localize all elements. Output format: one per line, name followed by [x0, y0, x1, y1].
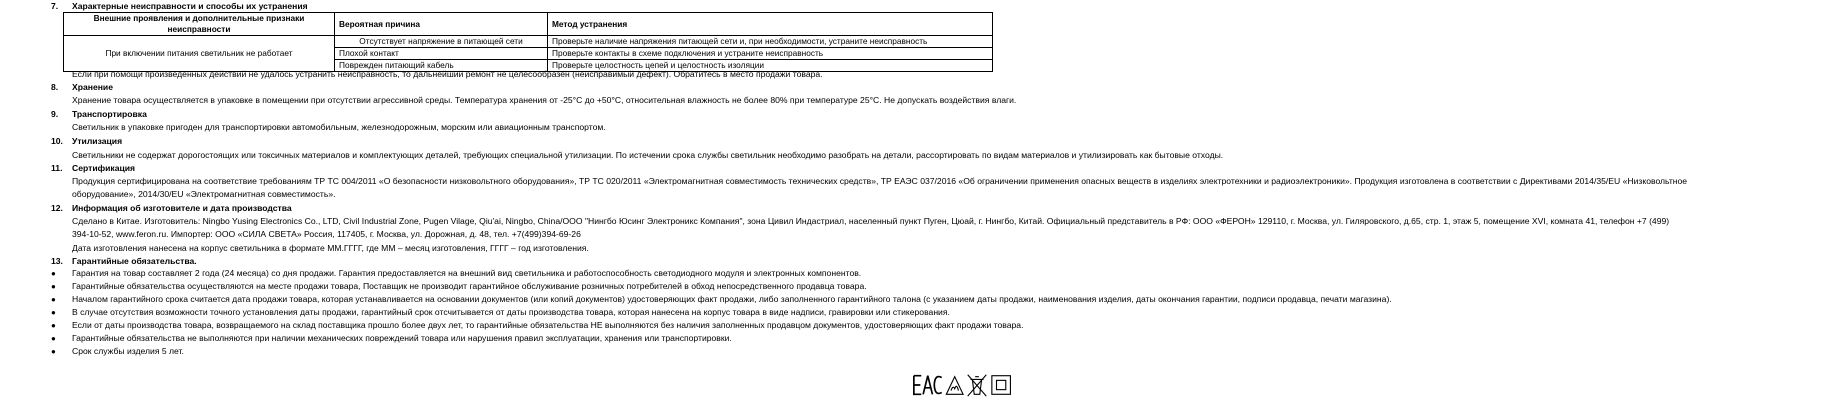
- certification-marks: [908, 372, 1020, 398]
- fix-cell: Проверьте целостность цепей и целостность изоляции: [548, 60, 993, 72]
- cause-cell: Поврежден питающий кабель: [335, 60, 548, 72]
- section-13-title: Гарантийные обязательства.: [72, 256, 197, 266]
- crossed-bin-icon: [968, 375, 987, 396]
- section-10-text: Светильники не содержат дорогостоящих или токсичных материалов и комплектующих деталей, требующих специальной утилизации. По истечении срока службы светильник необходимо разобрать на детали, рассортировать по видам материалов и утилизировать как бытовые отходы.: [72, 150, 1224, 160]
- warranty-item: Гарантийные обязательства не выполняются при наличии механических повреждений товара или нарушения правил эксплуатации, хранения или транспортировки.: [72, 333, 732, 343]
- section-11-line-1: Продукция сертифицирована на соответствие требованиям ТР ТС 004/2011 «О безопасности низковольтного оборудования», ТР ТС 020/2011 «Электромагнитная совместимость технических средств», ТР ЕАЭС 037/2016 «Об ограничении применения опасных веществ в изделиях электротехники и радиоэлектроники». Продукция изготовлена в соответствии с Директивами 2014/35/EU «Низковольтное: [72, 176, 1688, 186]
- section-10-number: 10.: [51, 136, 63, 146]
- section-9-number: 9.: [51, 109, 59, 119]
- symptom-cell: При включении питания светильник не работает: [64, 36, 335, 72]
- header-cause: Вероятная причина: [335, 13, 548, 36]
- table-row: [64, 36, 993, 48]
- section-10-title: Утилизация: [72, 136, 123, 146]
- faults-note: Если при помощи произведенных действий не удалось устранить неисправность, то дальнейший ремонт не целесообразен (неисправимый дефект). Обратитесь в место продажи товара.: [72, 69, 823, 79]
- food-safe-triangle-icon: [946, 377, 963, 395]
- bullet-icon: ●: [51, 321, 56, 330]
- warranty-item: Если от даты производства товара, возвращаемого на склад поставщика прошло более двух лет, то гарантийные обязательства НЕ выполняются без наличия заполненных продавцом документов, удостоверяющих факт продажи товара.: [72, 320, 1024, 330]
- section-12-line-2: 394-10-52, www.feron.ru. Импортер: ООО «СИЛА СВЕТА» Россия, 117405, г. Москва, ул. Дорожная, д. 48, тел. +7(499)394-69-26: [72, 229, 581, 239]
- bullet-icon: ●: [51, 308, 56, 317]
- bullet-icon: ●: [51, 295, 56, 304]
- warranty-item: В случае отсутствия возможности точного установления даты продажи, гарантийный срок отсчитывается от даты производства товара, которая нанесена на корпус товара в виде надписи, гравировки или стикерования.: [72, 307, 950, 317]
- cause-cell: Отсутствует напряжение в питающей сети: [335, 36, 548, 48]
- fix-cell: Проверьте наличие напряжения питающей сети и, при необходимости, устраните неисправность: [548, 36, 993, 48]
- header-symptom: Внешние проявления и дополнительные признаки неисправности: [64, 13, 335, 36]
- bullet-icon: ●: [51, 347, 56, 356]
- section-12-line-3: Дата изготовления нанесена на корпус светильника в формате ММ.ГГГГ, где ММ – месяц изготовления, ГГГГ – год изготовления.: [72, 243, 589, 253]
- bullet-icon: ●: [51, 269, 56, 278]
- section-8-title: Хранение: [72, 82, 113, 92]
- header-fix: Метод устранения: [548, 13, 993, 36]
- bullet-icon: ●: [51, 282, 56, 291]
- double-square-icon: [992, 376, 1011, 395]
- faults-table-header-row: [64, 13, 993, 36]
- warranty-item: Срок службы изделия 5 лет.: [72, 346, 184, 356]
- section-12-number: 12.: [51, 203, 63, 213]
- section-8-number: 8.: [51, 82, 59, 92]
- section-9-text: Светильник в упаковке пригоден для транспортировки автомобильным, железнодорожным, морским или авиационным транспортом.: [72, 122, 606, 132]
- bullet-icon: ●: [51, 334, 56, 343]
- warranty-item: Гарантия на товар составляет 2 года (24 месяца) со дня продажи. Гарантия предоставляется на внешний вид светильника и работоспособность светодиодного модуля и электронных компонентов.: [72, 268, 862, 278]
- section-11-title: Сертификация: [72, 163, 136, 173]
- cause-cell: Плохой контакт: [335, 48, 548, 60]
- section-12-line-1: Сделано в Китае. Изготовитель: Ningbo Yusing Electronics Co., LTD, Civil Industrial Zone, Pugen Vilage, Qiu'ai, Ningbo, China/ООО "Нингбо Юсинг Электроникс Компания", зона Цивил Индастриал, населенный пункт Пуген, Цюай, г. Нингбо, Китай. Официальный представитель в РФ: ООО «ФЕРОН» 129110, г. Москва, ул. Гиляровского, д.65, стр. 1, этаж 5, помещение XVI, комната 41, телефон +7 (499): [72, 216, 1670, 226]
- section-9-title: Транспортировка: [72, 109, 147, 119]
- section-8-text: Хранение товара осуществляется в упаковке в помещении при отсутствии агрессивной среды. Температура хранения от -25°С до +50°С, относительная влажность не более 80% при температуре 25°С. Не допускать воздействия влаги.: [72, 95, 1017, 105]
- warranty-item: Началом гарантийного срока считается дата продажи товара, которая устанавливается на основании документов (или копий документов) удостоверяющих факт продажи, либо заполненного гарантийного талона (с указанием даты продажи, наименования изделия, даты окончания гарантии, подписи продавца, печати магазина).: [72, 294, 1392, 304]
- section-11-line-2: оборудование», 2014/30/EU «Электромагнитная совместимость».: [72, 189, 336, 199]
- eac-mark-icon: [914, 376, 942, 395]
- faults-table: [63, 12, 993, 72]
- warranty-item: Гарантийные обязательства осуществляются на месте продажи товара, Поставщик не производит гарантийное обслуживание розничных потребителей в обход непосредственного продавца товара.: [72, 281, 867, 291]
- section-7-number: 7.: [51, 1, 59, 11]
- section-12-title: Информация об изготовителе и дата производства: [72, 203, 292, 213]
- section-7-title: Характерные неисправности и способы их устранения: [72, 1, 308, 11]
- fix-cell: Проверьте контакты в схеме подключения и устраните неисправность: [548, 48, 993, 60]
- section-13-number: 13.: [51, 256, 63, 266]
- section-11-number: 11.: [51, 163, 63, 173]
